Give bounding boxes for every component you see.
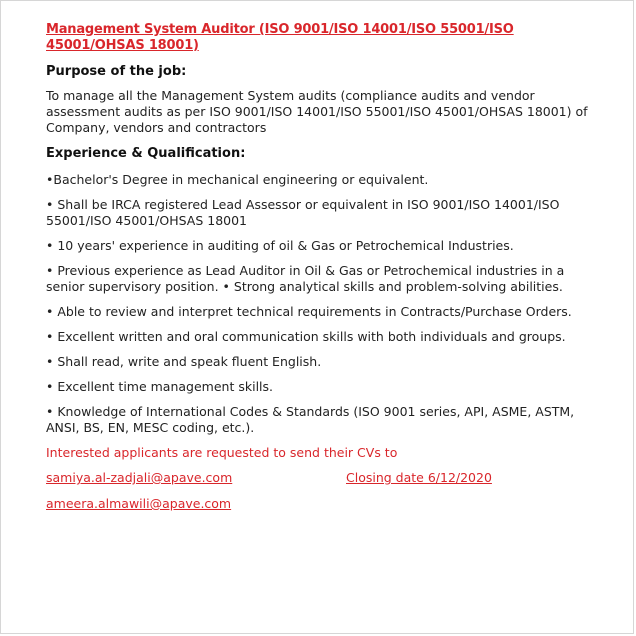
experience-heading: Experience & Qualification:	[46, 146, 246, 161]
email-link-1[interactable]: samiya.al-zadjali@apave.com	[46, 470, 233, 485]
list-item: • Knowledge of International Codes & Standards (ISO 9001 series, API, ASME, ASTM, ANSI, BS, EN, MESC coding, etc.).	[46, 404, 575, 435]
contact-row	[46, 470, 594, 486]
job-title: Management System Auditor (ISO 9001/ISO 14001/ISO 55001/ISO 45001/OHSAS 18001)	[46, 22, 514, 53]
list-item: • Able to review and interpret technical requirements in Contracts/Purchase Orders.	[46, 304, 572, 319]
list-item: • Previous experience as Lead Auditor in Oil & Gas or Petrochemical industries in a senior supervisory position. • Strong analytical skills and problem-solving abilities.	[46, 263, 565, 294]
purpose-text: To manage all the Management System audits (compliance audits and vendor assessment audits as per ISO 9001/ISO 14001/ISO 55001/ISO 45001/OHSAS 18001) of Company, vendors and contractors	[46, 88, 588, 135]
list-item: • Excellent time management skills.	[46, 379, 273, 394]
list-item: • 10 years' experience in auditing of oil & Gas or Petrochemical Industries.	[46, 238, 514, 253]
job-posting	[46, 22, 594, 512]
contact-intro: Interested applicants are requested to send their CVs to	[46, 445, 398, 460]
closing-date: Closing date 6/12/2020	[346, 470, 492, 485]
list-item: • Excellent written and oral communication skills with both individuals and groups.	[46, 329, 566, 344]
email-link-2[interactable]: ameera.almawili@apave.com	[46, 496, 232, 511]
list-item: • Shall be IRCA registered Lead Assessor or equivalent in ISO 9001/ISO 14001/ISO 55001/ISO 45001/OHSAS 18001	[46, 197, 560, 228]
list-item: • Shall read, write and speak fluent English.	[46, 354, 322, 369]
list-item: •Bachelor's Degree in mechanical engineering or equivalent.	[46, 172, 429, 187]
purpose-heading: Purpose of the job:	[46, 64, 187, 79]
